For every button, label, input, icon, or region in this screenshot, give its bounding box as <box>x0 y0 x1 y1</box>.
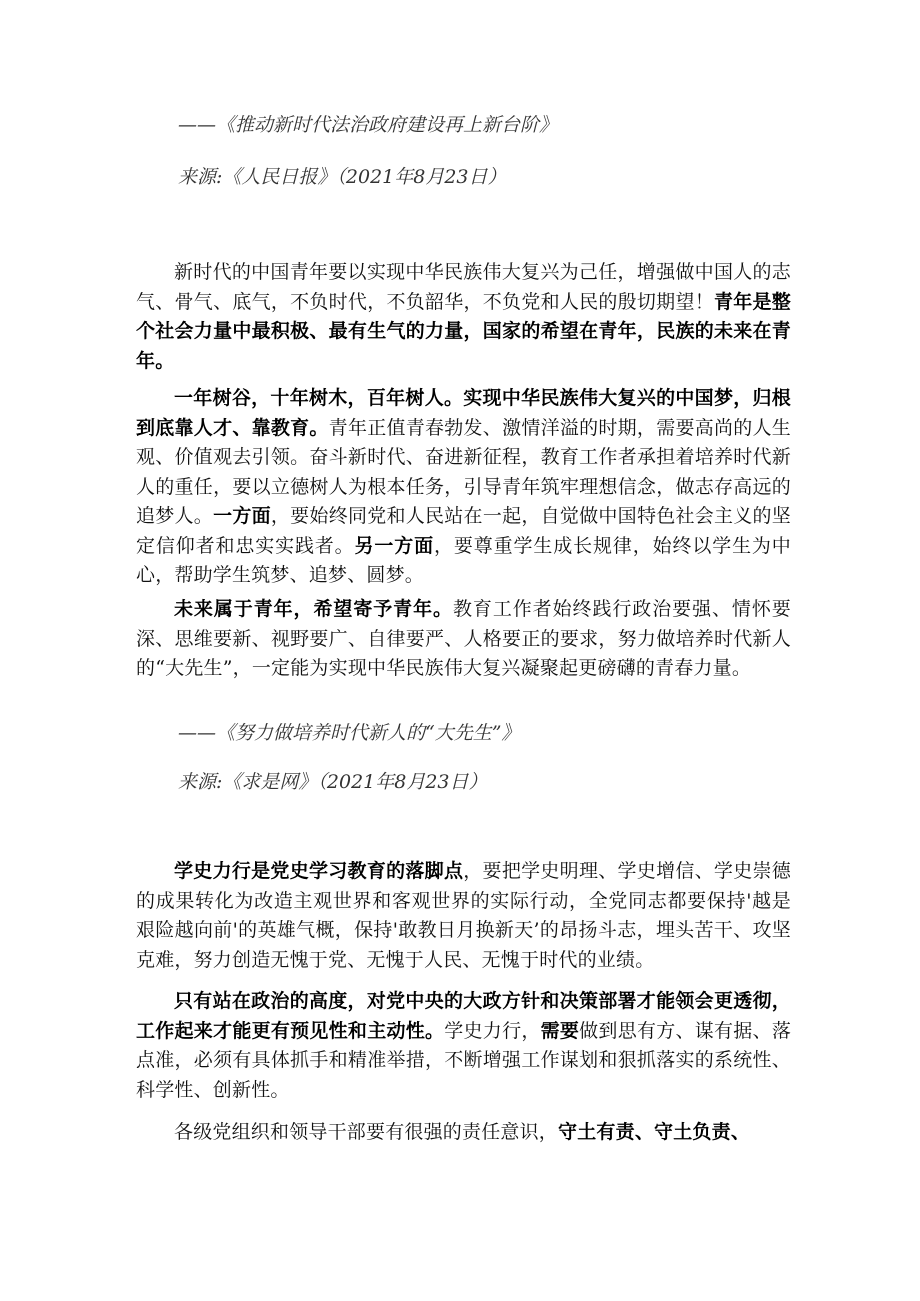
paragraph-bold: 一方面 <box>213 505 271 527</box>
paragraph-bold: 只有站在政治的高度，对党中央的大政方针和决策部署才能领会更透彻，工作起来才能更有预见性和主动性。 <box>136 990 791 1042</box>
paragraph-youth-mission <box>136 258 791 376</box>
paragraph-bold: 未来属于青年，希望寄予青年。 <box>174 598 453 620</box>
paragraph-text: ，要始终同党和人民站在一起，自觉做中国特色社会主义的坚定信仰者和忠实实践者。 <box>136 505 792 557</box>
paragraph-text: 青年正值青春勃发、激情洋溢的时期，需要高尚的人生观、价值观去引领。奋斗新时代、奋进新征程，教育工作者承担着培养时代新人的重任，要以立德树人为根本任务，引导青年筑牢理想信念，做志存高远的追梦人。 <box>136 416 791 527</box>
paragraph-text: 各级党组织和领导干部要有很强的责任意识， <box>174 1121 559 1143</box>
paragraph-education <box>136 384 791 591</box>
paragraph-history-practice <box>136 857 791 975</box>
source-line-1: 来源:《人民日报》（2021年8月23日） <box>178 166 507 188</box>
paragraph-responsibility <box>136 1118 791 1148</box>
paragraph-text: ，要把学史明理、学史增信、学史崇德的成果转化为改造主观世界和客观世界的实际行动，全党同志都要保持'越是艰险越向前'的英雄气概，保持'敢教日月换新天’的昂扬斗志，埋头苦干、攻坚克难，努力创造无愧于党、无愧于人民、无愧于时代的业绩。 <box>136 860 791 971</box>
source-line-2: 来源:《求是网》（2021年8月23日） <box>178 771 488 793</box>
paragraph-bold: 学史力行是党史学习教育的落脚点 <box>174 860 464 882</box>
paragraph-text: 学史力行， <box>444 1019 541 1042</box>
paragraph-bold: 另一方面 <box>354 534 435 557</box>
paragraph-political-height <box>136 987 791 1105</box>
attribution-line-1: ——《推动新时代法治政府建设再上新台阶》 <box>178 114 559 136</box>
paragraph-text: 新时代的中国青年要以实现中华民族伟大复兴为己任，增强做中国人的志气、骨气、底气，不负时代，不负韶华，不负党和人民的殷切期望！ <box>136 261 791 313</box>
paragraph-text: 教育工作者始终践行政治要强、情怀要深、思维要新、视野要广、自律要严、人格要正的要求，努力做培养时代新人的“大先生”，一定能为实现中华民族伟大复兴凝聚起更磅礴的青春力量。 <box>136 598 791 679</box>
paragraph-bold: 需要 <box>540 1019 580 1042</box>
attribution-line-2: ——《努力做培养时代新人的“大先生”》 <box>178 722 521 744</box>
paragraph-text: 做到思有方、谋有据、落点准，必须有具体抓手和精准举措，不断增强工作谋划和狠抓落实的系统性、科学性、创新性。 <box>136 1019 792 1101</box>
paragraph-bold: 青年是整个社会力量中最积极、最有生气的力量，国家的希望在青年，民族的未来在青年。 <box>136 290 791 372</box>
paragraph-bold: 守土有责、守土负责、 <box>558 1121 751 1143</box>
paragraph-bold: 一年树谷，十年树木，百年树人。实现中华民族伟大复兴的中国梦，归根到底靠人才、靠教育。 <box>136 387 791 439</box>
paragraph-text: ，要尊重学生成长规律，始终以学生为中心，帮助学生筑梦、追梦、圆梦。 <box>136 534 792 586</box>
paragraph-future-youth <box>136 595 791 684</box>
